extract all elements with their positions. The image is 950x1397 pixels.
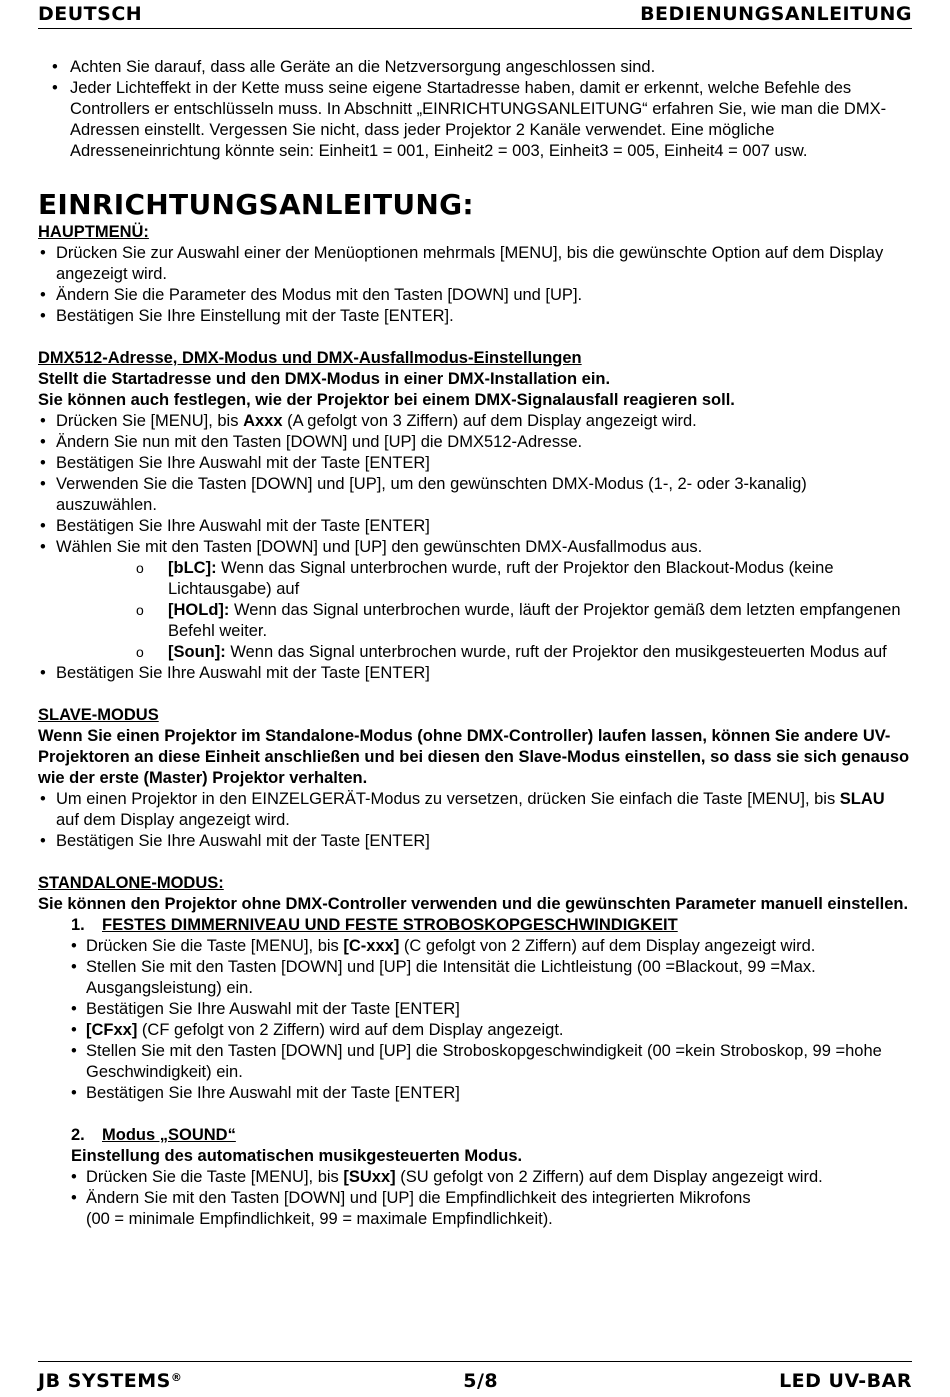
- list-item: • Um einen Projektor in den EINZELGERÄT-Modus zu versetzen, drücken Sie einfach die Taste [MENU], bis SLAU auf dem Display angezeigt wird.: [38, 789, 912, 831]
- dmx-list-end: [38, 663, 912, 684]
- footer-product: LED UV-BAR: [779, 1370, 912, 1392]
- standalone-intro: Sie können den Projektor ohne DMX-Controller verwenden und die gewünschten Parameter manuell einstellen.: [38, 895, 909, 913]
- intro-list: [38, 57, 912, 162]
- list-item: • Drücken Sie die Taste [MENU], bis [C-xxx] (C gefolgt von 2 Ziffern) auf dem Display angezeigt wird.: [38, 936, 912, 957]
- hauptmenu-title: HAUPTMENÜ:: [38, 223, 149, 241]
- subsection-2-title: 2. Modus „SOUND“: [71, 1126, 236, 1144]
- list-item: • Wählen Sie mit den Tasten [DOWN] und [UP] den gewünschten DMX-Ausfallmodus aus.: [38, 537, 912, 558]
- list-item: • Stellen Sie mit den Tasten [DOWN] und [UP] die Intensität die Lichtleistung (00 =Blackout, 99 =Max. Ausgangsleistung) ein.: [38, 957, 912, 999]
- list-item: • [CFxx] (CF gefolgt von 2 Ziffern) wird auf dem Display angezeigt.: [38, 1020, 912, 1041]
- dmx-intro-1: Stellt die Startadresse und den DMX-Modus in einer DMX-Installation ein.: [38, 370, 611, 388]
- dmx-list: [38, 411, 912, 558]
- hauptmenu-list: [38, 243, 912, 327]
- list-item: • Bestätigen Sie Ihre Auswahl mit der Taste [ENTER]: [38, 516, 912, 537]
- page-footer: [38, 1361, 912, 1392]
- footer-brand: JB SYSTEMS®: [38, 1370, 183, 1392]
- list-item: • Stellen Sie mit den Tasten [DOWN] und [UP] die Stroboskopgeschwindigkeit (00 =kein Stroboskop, 99 =hohe Geschwindigkeit) ein.: [38, 1041, 912, 1083]
- slave-list: [38, 789, 912, 852]
- page-header: [38, 4, 912, 29]
- slave-title: SLAVE-MODUS: [38, 706, 159, 724]
- failure-mode-list: [38, 558, 912, 663]
- list-item: • Verwenden Sie die Tasten [DOWN] und [UP], um den gewünschten DMX-Modus (1-, 2- oder 3-kanalig) auszuwählen.: [38, 474, 912, 516]
- failure-mode-item: o [bLC]: Wenn das Signal unterbrochen wurde, ruft der Projektor den Blackout-Modus (keine Lichtausgabe) auf: [38, 558, 912, 600]
- failure-mode-item: o [HOLd]: Wenn das Signal unterbrochen wurde, läuft der Projektor gemäß dem letzten empfangenen Befehl weiter.: [38, 600, 912, 642]
- dmx-intro-2: Sie können auch festlegen, wie der Projektor bei einem DMX-Signalausfall reagieren soll.: [38, 391, 735, 409]
- list-item: • Bestätigen Sie Ihre Auswahl mit der Taste [ENTER]: [38, 831, 912, 852]
- list-item: • Ändern Sie die Parameter des Modus mit den Tasten [DOWN] und [UP].: [38, 285, 912, 306]
- dmx-title: DMX512-Adresse, DMX-Modus und DMX-Ausfallmodus-Einstellungen: [38, 349, 582, 367]
- header-title: BEDIENUNGSANLEITUNG: [640, 3, 912, 25]
- list-item: • Achten Sie darauf, dass alle Geräte an die Netzversorgung angeschlossen sind.: [38, 57, 912, 78]
- list-item: • Bestätigen Sie Ihre Einstellung mit der Taste [ENTER].: [38, 306, 912, 327]
- list-item: • Ändern Sie mit den Tasten [DOWN] und [UP] die Empfindlichkeit des integrierten Mikrofons (00 = minimale Empfindlichkeit, 99 = maximale Empfindlichkeit).: [38, 1188, 912, 1230]
- section-title: EINRICHTUNGSANLEITUNG:: [38, 188, 474, 221]
- subsection-2-intro: Einstellung des automatischen musikgesteuerten Modus.: [71, 1147, 523, 1165]
- list-item: • Drücken Sie die Taste [MENU], bis [SUxx] (SU gefolgt von 2 Ziffern) auf dem Display angezeigt wird.: [38, 1167, 912, 1188]
- subsection-1-list: [38, 936, 912, 1104]
- list-item: • Drücken Sie [MENU], bis Axxx (A gefolgt von 3 Ziffern) auf dem Display angezeigt wird.: [38, 411, 912, 432]
- list-item: • Jeder Lichteffekt in der Kette muss seine eigene Startadresse haben, damit er erkennt, welche Befehle des Controllers er entschlüsseln muss. In Abschnitt „EINRICHTUNGSANLEITUNG“ erfahren Sie, wie man die DMX-Adressen einstellt. Vergessen Sie nicht, dass jeder Projektor 2 Kanäle verwendet. Eine mögliche Adresseneinrichtung könnte sein: Einheit1 = 001, Einheit2 = 003, Einheit3 = 005, Einheit4 = 007 usw.: [38, 78, 912, 162]
- list-item: • Drücken Sie zur Auswahl einer der Menüoptionen mehrmals [MENU], bis die gewünschte Option auf dem Display angezeigt wird.: [38, 243, 912, 285]
- page-number: 5/8: [463, 1370, 499, 1392]
- list-item: • Bestätigen Sie Ihre Auswahl mit der Taste [ENTER]: [38, 1083, 912, 1104]
- subsection-2-list: [38, 1167, 912, 1230]
- page-content: [38, 57, 912, 1230]
- header-language: DEUTSCH: [38, 3, 143, 25]
- slave-intro: Wenn Sie einen Projektor im Standalone-Modus (ohne DMX-Controller) laufen lassen, können Sie andere UV-Projektoren an diese Einheit anschließen und bei diesen den Slave-Modus einstellen, so dass sie sich genauso wie der erste (Master) Projektor verhalten.: [38, 727, 910, 787]
- list-item: • Ändern Sie nun mit den Tasten [DOWN] und [UP] die DMX512-Adresse.: [38, 432, 912, 453]
- standalone-title: STANDALONE-MODUS:: [38, 874, 224, 892]
- list-item: • Bestätigen Sie Ihre Auswahl mit der Taste [ENTER]: [38, 453, 912, 474]
- list-item: • Bestätigen Sie Ihre Auswahl mit der Taste [ENTER]: [38, 663, 912, 684]
- list-item: • Bestätigen Sie Ihre Auswahl mit der Taste [ENTER]: [38, 999, 912, 1020]
- subsection-1-title: 1. FESTES DIMMERNIVEAU UND FESTE STROBOSKOPGESCHWINDIGKEIT: [71, 916, 678, 934]
- failure-mode-item: o [Soun]: Wenn das Signal unterbrochen wurde, ruft der Projektor den musikgesteuerten Modus auf: [38, 642, 912, 663]
